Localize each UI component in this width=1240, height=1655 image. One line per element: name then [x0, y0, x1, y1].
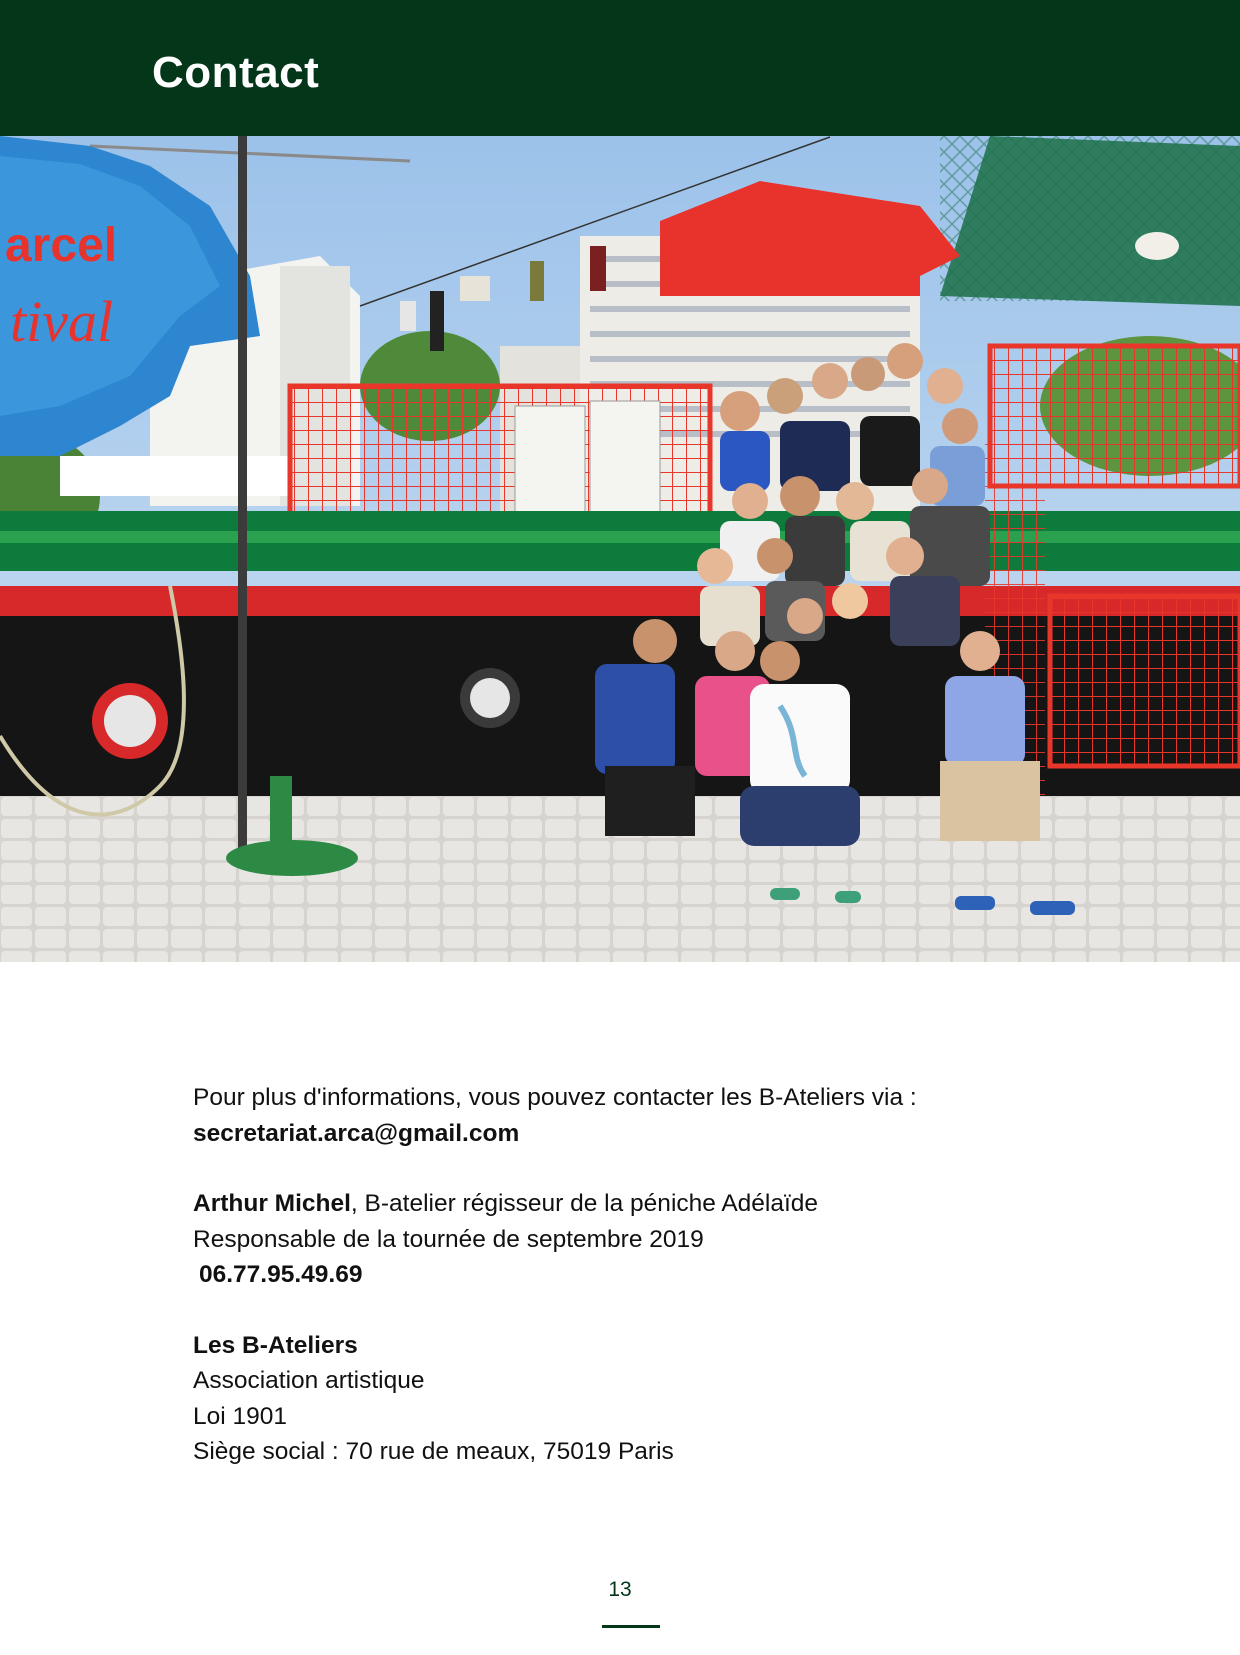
page-header [0, 0, 1240, 136]
page-title: Contact [152, 48, 320, 97]
phone-number[interactable]: 06.77.95.49.69 [199, 1261, 363, 1288]
org-law: Loi 1901 [193, 1402, 288, 1430]
person-role: , B-atelier régisseur de la péniche Adélaïde [350, 1190, 819, 1217]
person-line [193, 1186, 1093, 1222]
group-photo [0, 136, 1240, 962]
page-number: 13 [608, 1578, 632, 1601]
org-address: Siège social : 70 rue de meaux, 75019 Paris [193, 1438, 674, 1465]
footer-divider [602, 1625, 660, 1628]
person-responsibility: Responsable de la tournée de septembre 2019 [193, 1225, 704, 1253]
banner-text-2: tival [10, 289, 114, 354]
intro-text: Pour plus d'informations, vous pouvez contacter les B-Ateliers via : [193, 1084, 917, 1111]
org-type: Association artistique [193, 1367, 425, 1394]
person-name: Arthur Michel [193, 1190, 351, 1217]
org-name: Les B-Ateliers [193, 1331, 358, 1359]
contact-section [193, 1080, 1093, 1470]
banner-text-1: arcel [5, 219, 118, 272]
email-link[interactable]: secretariat.arca@gmail.com [193, 1119, 520, 1147]
